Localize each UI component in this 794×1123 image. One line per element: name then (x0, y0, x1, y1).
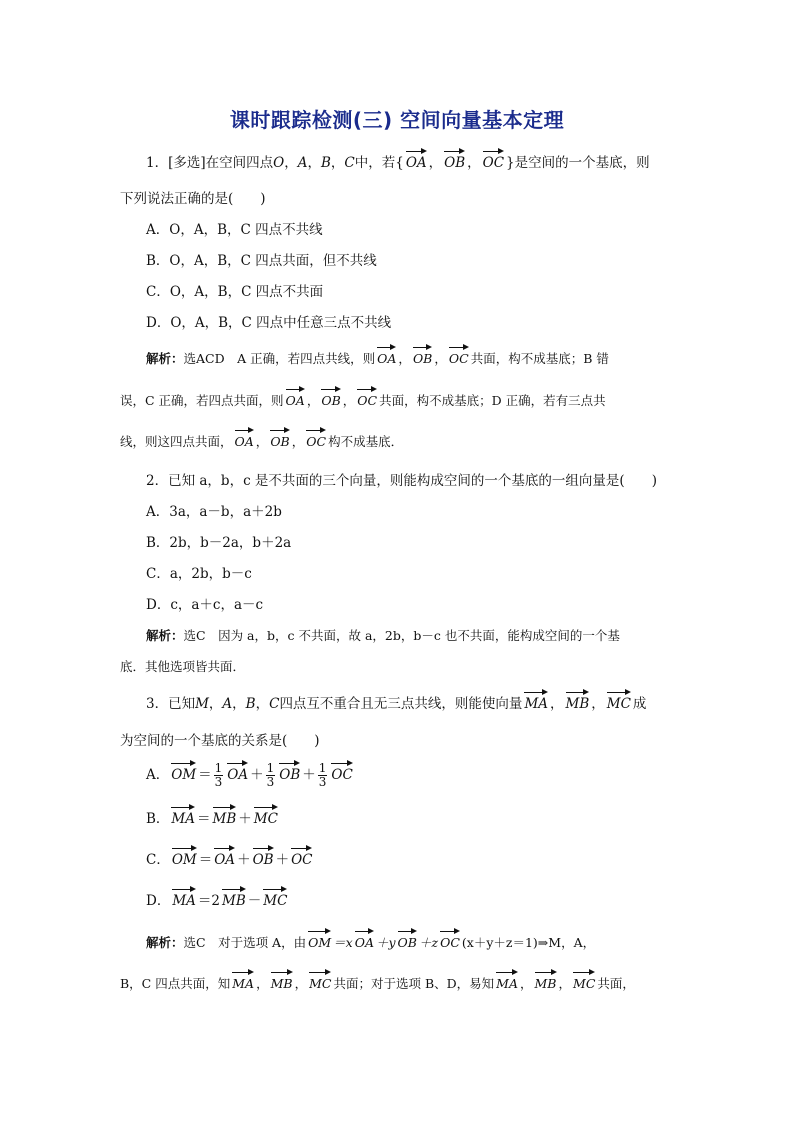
denominator: 3 (214, 775, 223, 789)
q3-option-c (146, 848, 314, 868)
sep: ， (550, 696, 564, 712)
vector-oc: OC (448, 351, 469, 366)
vector-mc: MC (253, 811, 278, 827)
q2-option-c: C．a，2b，b－c (146, 566, 252, 582)
equals-sign: ＝ (198, 767, 212, 783)
q3-solution-line1 (146, 933, 595, 951)
denominator: 3 (266, 775, 275, 789)
vector-oc: OC (306, 434, 327, 449)
solution-label: 解析： (146, 935, 184, 950)
fraction (266, 762, 276, 789)
q1-solution-line2 (120, 391, 606, 409)
vector-oa: OA (234, 434, 254, 449)
q1-sep: ， (284, 155, 298, 171)
solution-text: 误，C 正确，若四点共面，则 (120, 393, 284, 408)
sep: ， (255, 696, 270, 712)
q1-stem-line1 (146, 151, 650, 171)
option-letter: D． (146, 893, 171, 909)
sep: ， (519, 976, 533, 991)
vector-oc: OC (357, 393, 378, 408)
plus-sign: ＋ (250, 767, 264, 783)
vector-oa: OA (285, 393, 305, 408)
q1-sep: ， (467, 155, 481, 171)
vector-mc: MC (309, 976, 332, 991)
vector-mc: MC (606, 696, 631, 712)
q1-text: }是空间的一个基底，则 (506, 155, 650, 171)
q1-option-a: A．O，A，B，C 四点不共线 (146, 222, 323, 238)
numerator: 1 (214, 761, 223, 775)
vector-ob: OB (321, 393, 341, 408)
vector-oc: OC (291, 852, 313, 868)
q1-option-b: B．O，A，B，C 四点共面，但不共线 (146, 253, 377, 269)
q2-stem: 2．已知 a，b，c 是不共面的三个向量，则能构成空间的一个基底的一组向量是( ) (146, 473, 657, 489)
q3-option-d (146, 889, 289, 909)
equals-sign: ＝ (197, 811, 211, 827)
sep: ， (398, 351, 411, 366)
equals-sign: ＝2 (197, 893, 220, 909)
solution-label: 解析： (146, 628, 184, 643)
q1-sep: ， (330, 155, 345, 171)
solution-text: 线，则这四点共面， (120, 434, 233, 449)
q1-text: 中，若{ (354, 155, 404, 171)
vector-ob: OB (279, 767, 301, 783)
q1-point: B (320, 155, 331, 171)
q3-option-a (146, 762, 355, 789)
q1-solution-line1 (146, 349, 609, 367)
solution-text: 共面，构不成基底；D 正确，若有三点共 (379, 393, 606, 408)
q3-point: C (269, 696, 280, 712)
sep: ， (591, 696, 605, 712)
q1-option-c: C．O，A，B，C 四点不共面 (146, 284, 324, 300)
sep: ， (294, 976, 308, 991)
q1-sep: ， (307, 155, 321, 171)
q2-solution-line1 (146, 626, 620, 644)
vector-oc: OC (440, 935, 460, 950)
q3-option-b (146, 807, 280, 827)
q3-point: B (245, 696, 256, 712)
vector-om: OM (308, 935, 332, 950)
option-letter: B． (146, 811, 170, 827)
minus-sign: － (247, 893, 262, 909)
q3-point: A (222, 696, 233, 712)
vector-oc: OC (331, 767, 353, 783)
sep: ， (342, 393, 356, 408)
option-letter: A． (146, 767, 170, 783)
vector-ob: OB (397, 935, 417, 950)
fraction (318, 762, 328, 789)
plus-sign: ＋ (237, 852, 251, 868)
vector-oa: OA (227, 767, 249, 783)
q3-text: 四点互不重合且无三点共线，则能使向量 (279, 696, 523, 712)
solution-label: 解析： (146, 351, 184, 366)
vector-ob: OB (444, 155, 466, 171)
solution-text: 共面， (597, 976, 635, 991)
vector-ma: MA (172, 893, 196, 909)
q3-stem-line1 (146, 692, 646, 712)
equals-sign: ＝ (198, 852, 213, 868)
solution-text: (x＋y＋z＝1)⇒M，A， (461, 935, 596, 950)
q1-point: O (273, 155, 285, 171)
solution-text: ＝x (333, 935, 353, 950)
q3-stem-line2: 为空间的一个基底的关系是( ) (120, 733, 320, 749)
sep: ， (306, 393, 320, 408)
q3-text: 3．已知 (146, 696, 196, 712)
q2-option-d: D．c，a＋c，a－c (146, 597, 264, 613)
numerator: 1 (318, 761, 327, 775)
vector-om: OM (171, 852, 197, 868)
vector-mb: MB (565, 696, 590, 712)
solution-text: 选C 对于选项 A，由 (183, 935, 307, 950)
q1-point: C (344, 155, 355, 171)
q3-point: M (195, 696, 209, 712)
sep: ， (558, 976, 572, 991)
sep: ， (434, 351, 447, 366)
vector-ob: OB (270, 434, 290, 449)
solution-text: 共面，构不成基底；B 错 (470, 351, 609, 366)
vector-ob: OB (252, 852, 274, 868)
q1-option-d: D．O，A，B，C 四点中任意三点不共线 (146, 315, 392, 331)
vector-oa: OA (377, 351, 397, 366)
sep: ， (291, 434, 305, 449)
q3-solution-line2 (120, 974, 635, 992)
solution-text: 选C 因为 a，b，c 不共面，故 a，2b，b－c 也不共面，能构成空间的一个基 (183, 628, 620, 643)
vector-ma: MA (496, 976, 518, 991)
option-letter: C． (146, 852, 170, 868)
solution-text: ＋y (375, 935, 396, 950)
q2-option-b: B．2b，b－2a，b＋2a (146, 535, 292, 551)
solution-text: ＋z (418, 935, 439, 950)
q1-solution-line3 (120, 432, 403, 450)
plus-sign: ＋ (275, 852, 290, 868)
q2-option-a: A．3a，a－b，a＋2b (146, 504, 282, 520)
denominator: 3 (318, 775, 327, 789)
q2-solution-line2: 底．其他选项皆共面． (120, 659, 246, 674)
sep: ， (256, 976, 269, 991)
vector-oa: OA (214, 852, 236, 868)
numerator: 1 (266, 761, 275, 775)
vector-oa: OA (354, 935, 374, 950)
vector-ob: OB (412, 351, 433, 366)
plus-sign: ＋ (302, 767, 316, 783)
page-title: 课时跟踪检测(三) 空间向量基本定理 (229, 108, 565, 132)
q1-text: 1．[多选]在空间四点 (146, 155, 274, 171)
q3-text: 成 (632, 696, 647, 712)
vector-mc: MC (573, 976, 596, 991)
vector-mb: MB (534, 976, 557, 991)
vector-ma: MA (171, 811, 195, 827)
solution-text: B，C 四点共面，知 (120, 976, 231, 991)
solution-text: 构不成基底． (328, 434, 404, 449)
vector-om: OM (171, 767, 197, 783)
vector-oa: OA (405, 155, 427, 171)
vector-mc: MC (263, 893, 288, 909)
vector-oc: OC (482, 155, 505, 171)
solution-text: 选ACD A 正确，若四点共线，则 (183, 351, 376, 366)
q1-stem-line2: 下列说法正确的是( ) (120, 191, 266, 207)
plus-sign: ＋ (238, 811, 252, 827)
vector-ma: MA (232, 976, 255, 991)
solution-text: 共面；对于选项 B、D，易知 (333, 976, 495, 991)
fraction (214, 762, 224, 789)
sep: ， (232, 696, 246, 712)
q1-sep: ， (428, 155, 443, 171)
vector-mb: MB (270, 976, 293, 991)
sep: ， (208, 696, 223, 712)
q1-point: A (297, 155, 308, 171)
sep: ， (255, 434, 269, 449)
vector-ma: MA (524, 696, 549, 712)
vector-mb: MB (212, 811, 237, 827)
vector-mb: MB (222, 893, 246, 909)
